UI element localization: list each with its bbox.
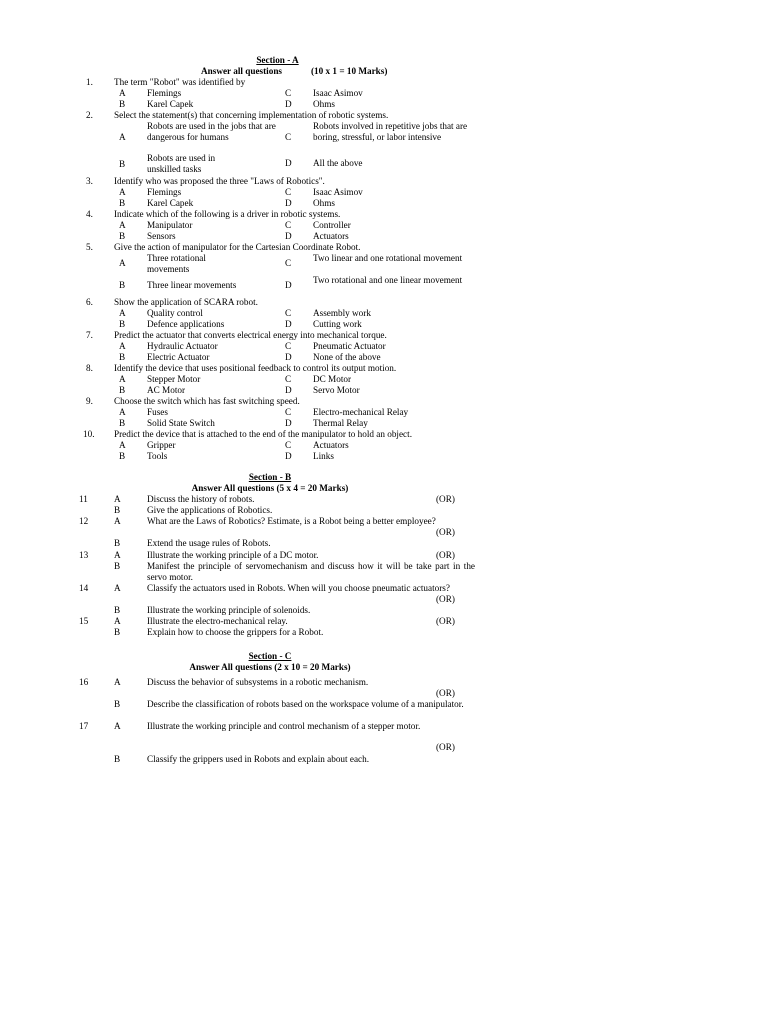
- part-a-text: Discuss the behavior of subsystems in a robotic mechanism.: [147, 677, 369, 687]
- option-c-label: C: [285, 258, 292, 268]
- question-text: Show the application of SCARA robot.: [114, 297, 258, 307]
- option-a: Manipulator: [147, 220, 193, 230]
- question-number: 7.: [86, 330, 93, 340]
- question-number: 1.: [86, 77, 93, 87]
- option-a-label: A: [119, 220, 126, 230]
- or-label: (OR): [436, 688, 455, 698]
- option-c: Actuators: [313, 440, 349, 450]
- question-number: 15: [79, 616, 89, 626]
- option-a-label: A: [119, 132, 126, 142]
- or-label: (OR): [436, 494, 455, 504]
- option-a-label: A: [119, 258, 126, 268]
- or-label: (OR): [436, 550, 455, 560]
- question-text: Predict the actuator that converts electrical energy into mechanical torque.: [114, 330, 387, 340]
- option-b-label: B: [119, 319, 126, 329]
- question-text: Identify the device that uses positional feedback to control its output motion.: [114, 363, 397, 373]
- option-c: Electro-mechanical Relay: [313, 407, 409, 417]
- part-a-label: A: [114, 494, 121, 504]
- part-a-label: A: [114, 616, 121, 626]
- question-number: 13: [79, 550, 89, 560]
- option-c: Isaac Asimov: [313, 187, 363, 197]
- option-b-label: B: [119, 352, 126, 362]
- section-a-heading: Section - A: [256, 55, 299, 65]
- option-d-label: D: [285, 418, 292, 428]
- option-d: Servo Motor: [313, 385, 360, 395]
- option-a-label: A: [119, 88, 126, 98]
- option-c: Controller: [313, 220, 351, 230]
- option-d-label: D: [285, 99, 292, 109]
- section-b-instruction: Answer All questions (5 x 4 = 20 Marks): [191, 483, 349, 493]
- part-a-text: Illustrate the working principle of a DC motor.: [147, 550, 319, 560]
- question-number: 6.: [86, 297, 93, 307]
- option-d-label: D: [285, 352, 292, 362]
- option-a: Flemings: [147, 187, 182, 197]
- option-a: Fuses: [147, 407, 168, 417]
- option-b: Tools: [147, 451, 168, 461]
- option-c-label: C: [285, 308, 292, 318]
- part-a-text: Illustrate the electro-mechanical relay.: [147, 616, 288, 626]
- question-text: Give the action of manipulator for the Cartesian Coordinate Robot.: [114, 242, 361, 252]
- option-c-label: C: [285, 374, 292, 384]
- question-number: 3.: [86, 176, 93, 186]
- option-d: Actuators: [313, 231, 349, 241]
- option-d: All the above: [313, 158, 363, 168]
- option-d: Thermal Relay: [313, 418, 368, 428]
- option-c-label: C: [285, 88, 292, 98]
- part-b-text: Classify the grippers used in Robots and explain about each.: [147, 754, 369, 764]
- part-b-text: Give the applications of Robotics.: [147, 505, 273, 515]
- option-d-label: D: [285, 319, 292, 329]
- option-b: Sensors: [147, 231, 176, 241]
- option-b: Electric Actuator: [147, 352, 210, 362]
- option-b-label: B: [119, 451, 126, 461]
- option-d: Links: [313, 451, 334, 461]
- part-a-text: Illustrate the working principle and control mechanism of a stepper motor.: [147, 721, 421, 731]
- question-number: 4.: [86, 209, 93, 219]
- option-c-label: C: [285, 132, 292, 142]
- option-a-label: A: [119, 407, 126, 417]
- question-text: Indicate which of the following is a driver in robotic systems.: [114, 209, 341, 219]
- question-text: Choose the switch which has fast switching speed.: [114, 396, 300, 406]
- part-a-label: A: [114, 583, 121, 593]
- section-b-heading: Section - B: [248, 472, 292, 482]
- option-a: Flemings: [147, 88, 182, 98]
- part-b-label: B: [114, 754, 121, 764]
- option-a: Robots are used in the jobs that are dangerous for humans: [147, 121, 276, 142]
- question-number: 17: [79, 721, 89, 731]
- question-number: 12: [79, 516, 89, 526]
- option-b: Robots are used in unskilled tasks: [147, 153, 216, 174]
- option-c: DC Motor: [313, 374, 352, 384]
- option-d: None of the above: [313, 352, 381, 362]
- question-number: 9.: [86, 396, 93, 406]
- option-b: Defence applications: [147, 319, 225, 329]
- option-b-label: B: [119, 159, 126, 169]
- option-d-label: D: [285, 280, 292, 290]
- option-a-label: A: [119, 187, 126, 197]
- question-text: Predict the device that is attached to the end of the manipulator to hold an object.: [114, 429, 412, 439]
- or-label: (OR): [436, 742, 455, 752]
- part-a-label: A: [114, 721, 121, 731]
- option-b: Karel Capek: [147, 99, 194, 109]
- question-text: The term "Robot" was identified by: [114, 77, 246, 87]
- part-a-text: Discuss the history of robots.: [147, 494, 255, 504]
- part-b-text: Manifest the principle of servomechanism and discuss how it will be take part in the servo motor.: [147, 561, 475, 582]
- part-a-text: Classify the actuators used in Robots. When will you choose pneumatic actuators?: [147, 583, 450, 593]
- option-a: Three rotational movements: [147, 253, 206, 274]
- question-text: Select the statement(s) that concerning implementation of robotic systems.: [114, 110, 389, 120]
- option-c: Two linear and one rotational movement: [313, 253, 463, 263]
- option-b-label: B: [119, 280, 126, 290]
- question-number: 5.: [86, 242, 93, 252]
- part-b-text: Extend the usage rules of Robots.: [147, 538, 271, 548]
- option-a-label: A: [119, 308, 126, 318]
- option-b: Solid State Switch: [147, 418, 215, 428]
- question-number: 2.: [86, 110, 93, 120]
- option-a: Hydraulic Actuator: [147, 341, 218, 351]
- part-b-label: B: [114, 699, 121, 709]
- option-d-label: D: [285, 385, 292, 395]
- section-a-marks: (10 x 1 = 10 Marks): [311, 66, 388, 76]
- question-number: 11: [79, 494, 88, 504]
- or-label: (OR): [436, 616, 455, 626]
- section-c-instruction: Answer All questions (2 x 10 = 20 Marks): [189, 662, 351, 672]
- part-b-label: B: [114, 605, 121, 615]
- section-c-heading: Section - C: [248, 651, 292, 661]
- option-d: Ohms: [313, 99, 335, 109]
- option-c-label: C: [285, 407, 292, 417]
- option-b: AC Motor: [147, 385, 186, 395]
- option-c: Isaac Asimov: [313, 88, 363, 98]
- option-a: Quality control: [147, 308, 203, 318]
- question-number: 16: [79, 677, 89, 687]
- part-b-label: B: [114, 627, 121, 637]
- option-b-label: B: [119, 418, 126, 428]
- option-b-label: B: [119, 385, 126, 395]
- option-d-label: D: [285, 198, 292, 208]
- option-c-label: C: [285, 220, 292, 230]
- option-a: Stepper Motor: [147, 374, 201, 384]
- part-a-label: A: [114, 677, 121, 687]
- option-c-label: C: [285, 440, 292, 450]
- part-b-label: B: [114, 538, 121, 548]
- option-a-label: A: [119, 440, 126, 450]
- option-b-label: B: [119, 198, 126, 208]
- option-d-label: D: [285, 158, 292, 168]
- part-a-text: What are the Laws of Robotics? Estimate, is a Robot being a better employee?: [147, 516, 436, 526]
- option-b-label: B: [119, 99, 126, 109]
- part-b-label: B: [114, 505, 121, 515]
- question-number: 14: [79, 583, 89, 593]
- part-b-label: B: [114, 561, 121, 571]
- option-c: Robots involved in repetitive jobs that are boring, stressful, or labor intensive: [313, 121, 468, 142]
- option-c: Pneumatic Actuator: [313, 341, 386, 351]
- question-number: 10.: [83, 429, 95, 439]
- option-d-label: D: [285, 451, 292, 461]
- option-c-label: C: [285, 341, 292, 351]
- option-d: Cutting work: [313, 319, 362, 329]
- or-label: (OR): [436, 527, 455, 537]
- option-c-label: C: [285, 187, 292, 197]
- option-b: Three linear movements: [147, 280, 237, 290]
- part-b-text: Explain how to choose the grippers for a Robot.: [147, 627, 324, 637]
- option-b-label: B: [119, 231, 126, 241]
- part-b-text: Illustrate the working principle of solenoids.: [147, 605, 311, 615]
- option-d: Ohms: [313, 198, 335, 208]
- part-a-label: A: [114, 550, 121, 560]
- option-d: Two rotational and one linear movement: [313, 275, 463, 285]
- option-d-label: D: [285, 231, 292, 241]
- option-a-label: A: [119, 374, 126, 384]
- question-text: Identify who was proposed the three "Laws of Robotics".: [114, 176, 325, 186]
- part-b-text: Describe the classification of robots based on the workspace volume of a manipulator.: [147, 699, 464, 709]
- question-number: 8.: [86, 363, 93, 373]
- option-a-label: A: [119, 341, 126, 351]
- option-c: Assembly work: [313, 308, 371, 318]
- or-label: (OR): [436, 594, 455, 604]
- section-a-instruction: Answer all questions: [201, 66, 283, 76]
- option-a: Gripper: [147, 440, 176, 450]
- option-b: Karel Capek: [147, 198, 194, 208]
- part-a-label: A: [114, 516, 121, 526]
